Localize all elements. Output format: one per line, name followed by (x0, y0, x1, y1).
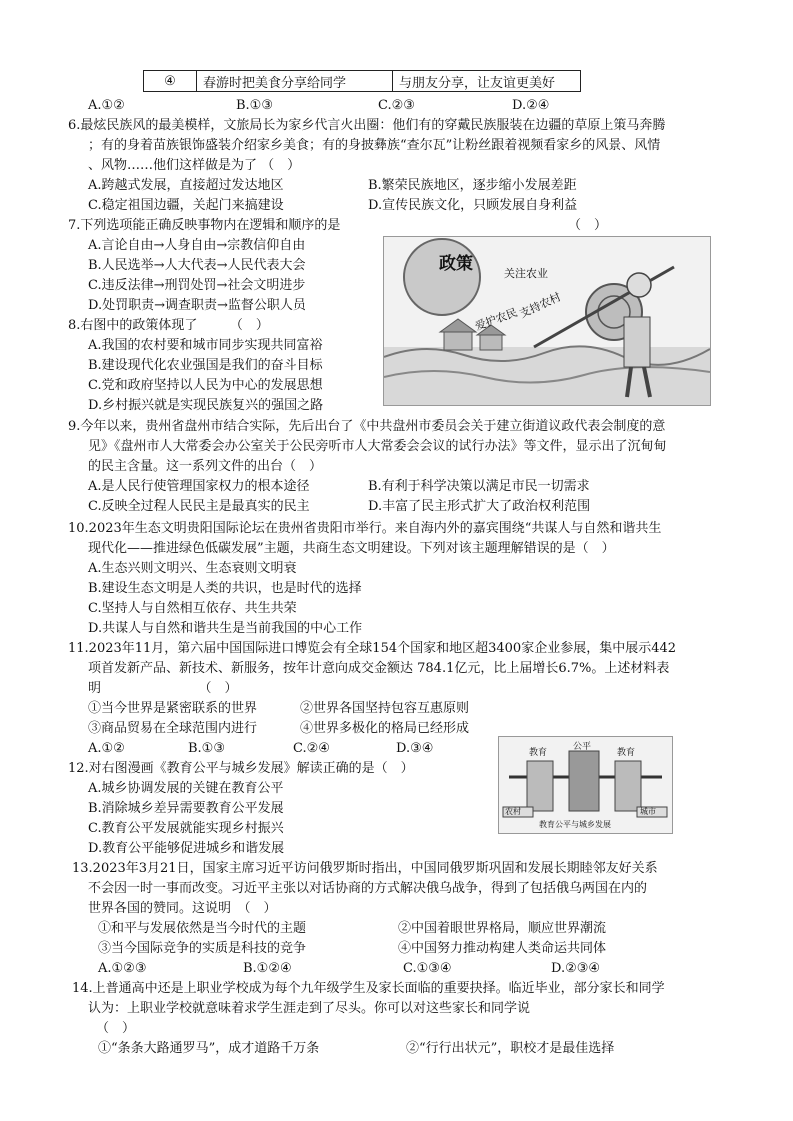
table-cell-action: 春游时把美食分享给同学 (197, 71, 393, 92)
option: D.③④ (396, 741, 434, 756)
option: B.①③ (236, 98, 273, 113)
q14-stem: 14.上普通高中还是上职业学校成为每个九年级学生及家长面临的重要抉择。临近毕业，部分家长和同学 (72, 981, 665, 996)
option: C.反映全过程人民民主是最真实的民主 (88, 499, 310, 514)
q8-stem: 8.右图中的政策体现了 （ ） (68, 318, 269, 333)
option: D.乡村振兴就是实现民族复兴的强国之路 (88, 398, 324, 413)
q6-stem: 、风物……他们这样做是为了 （ ） (88, 158, 301, 173)
q9-stem: 的民主含量。这一系列文件的出台（ ） (88, 459, 323, 474)
option: A.是人民行使管理国家权力的根本途径 (88, 479, 310, 494)
table-cell-reason: 与朋友分享，让友谊更美好 (393, 71, 581, 92)
option: C.坚持人与自然相互依存、共生共荣 (88, 601, 297, 616)
statement: ④世界多极化的格局已经形成 (300, 721, 470, 736)
education-cartoon (498, 736, 673, 834)
option: C.②④ (293, 741, 330, 756)
option: A.城乡协调发展的关键在教育公平 (88, 781, 284, 796)
q11-stem: 项首发新产品、新技术、新服务，按年计意向成交金额达 784.1亿元，比上届增长6.7%。上述材料表 (88, 661, 670, 676)
option: D.宣传民族文化，只顾发展自身利益 (368, 198, 578, 213)
policy-label: 政策 (439, 254, 473, 274)
q11-stem: 明 （ ） (88, 681, 238, 696)
statement: ①和平与发展依然是当今时代的主题 (98, 921, 307, 936)
option: D.教育公平能够促进城乡和谐发展 (88, 841, 285, 856)
answer-table (143, 70, 581, 92)
book-label: 教育 (529, 748, 548, 758)
statement: ②中国着眼世界格局，顺应世界潮流 (398, 921, 607, 936)
q11-stem: 11.2023年11月，第六届中国国际进口博览会有全球154个国家和地区超3400家企业参展，集中展示442 (68, 641, 677, 656)
q9-stem: 见》《盘州市人大常委会办公室关于公民旁听市人大常委会会议的试行办法》等文件，显示出了沉甸甸 (88, 439, 667, 454)
label-rural: 支持农村 (517, 290, 563, 321)
statement: ①“条条大路通罗马”，成才道路千万条 (98, 1041, 320, 1056)
option: A.①②③ (98, 961, 147, 976)
option: A.言论自由→人身自由→宗教信仰自由 (88, 238, 306, 253)
option: B.①③ (188, 741, 225, 756)
statement: ③商品贸易在全球范围内进行 (88, 721, 258, 736)
statement: ④中国努力推动构建人类命运共同体 (398, 941, 607, 956)
option: C.①③④ (403, 961, 452, 976)
book-label: 教育 (617, 748, 636, 758)
option: D.处罚职责→调查职责→监督公职人员 (88, 298, 306, 313)
book-label: 公平 (573, 742, 592, 752)
option: C.党和政府坚持以人民为中心的发展思想 (88, 378, 323, 393)
option: A.跨越式发展，直接超过发达地区 (88, 178, 284, 193)
statement: ②“行行出状元”，职校才是最佳选择 (406, 1041, 615, 1056)
q9-stem: 9.今年以来，贵州省盘州市结合实际，先后出台了《中共盘州市委员会关于建立街道议政代表会制度的意 (68, 419, 666, 434)
option: A.生态兴则文明兴、生态衰则文明衰 (88, 561, 297, 576)
table-cell-num: ④ (144, 71, 197, 92)
option: C.②③ (378, 98, 415, 113)
option: B.建设生态文明是人类的共识，也是时代的选择 (88, 581, 362, 596)
table-row (144, 71, 581, 92)
answer-blank: （ ） (568, 218, 608, 233)
option: B.建设现代化农业强国是我们的奋斗目标 (88, 358, 323, 373)
q10-stem: 现代化——推进绿色低碳发展”主题，共商生态文明建设。下列对该主题理解错误的是（ ） (88, 541, 615, 556)
answer-blank: （ ） (96, 1021, 136, 1036)
q12-stem: 12.对右图漫画《教育公平与城乡发展》解读正确的是（ ） (68, 761, 414, 776)
q7-stem: 7.下列选项能正确反映事物内在逻辑和顺序的是 (68, 218, 341, 233)
q13-stem: 13.2023年3月21日，国家主席习近平访问俄罗斯时指出，中国同俄罗斯巩固和发展长期睦邻友好关系 (72, 861, 658, 876)
statement: ③当今国际竞争的实质是科技的竞争 (98, 941, 307, 956)
option: B.人民选举→人大代表→人民代表大会 (88, 258, 306, 273)
statement: ②世界各国坚持包容互惠原则 (300, 701, 470, 716)
q6-stem: 6.最炫民族风的最美模样，文旅局长为家乡代言火出圈：他们有的穿戴民族服装在边疆的草原上策马奔腾 (68, 118, 666, 133)
option: D.丰富了民主形式扩大了政治权利范围 (368, 499, 591, 514)
option: C.教育公平发展就能实现乡村振兴 (88, 821, 284, 836)
cartoon-caption: 教育公平与城乡发展 (539, 820, 611, 829)
option: D.②③④ (551, 961, 601, 976)
q13-stem: 世界各国的赞同。这说明 （ ） (88, 901, 277, 916)
label-farmers: 爱护农民 (473, 305, 520, 334)
option: B.消除城乡差异需要教育公平发展 (88, 801, 284, 816)
option: A.①② (88, 741, 125, 756)
q10-stem: 10.2023年生态文明贵阳国际论坛在贵州省贵阳市举行。来自海内外的嘉宾围绕“共谋人与自然和谐共生 (68, 521, 662, 536)
option: B.①②④ (243, 961, 292, 976)
label-city: 城市 (640, 807, 656, 816)
option: C.违反法律→刑罚处罚→社会文明进步 (88, 278, 306, 293)
label-rural: 农村 (505, 807, 521, 816)
q6-stem: ；有的身着苗族银饰盛装介绍家乡美食；有的身披彝族“查尔瓦”让粉丝跟着视频看家乡的风景、风情 (88, 138, 661, 153)
label-agriculture: 关注农业 (504, 267, 548, 280)
statement: ①当今世界是紧密联系的世界 (88, 701, 258, 716)
policy-cartoon (383, 236, 711, 406)
option: B.繁荣民族地区，逐步缩小发展差距 (368, 178, 577, 193)
option: B.有利于科学决策以满足市民一切需求 (368, 479, 590, 494)
option: A.①② (88, 98, 125, 113)
option: D.共谋人与自然和谐共生是当前我国的中心工作 (88, 621, 363, 636)
option: C.稳定祖国边疆，关起门来搞建设 (88, 198, 284, 213)
option: D.②④ (512, 98, 550, 113)
cartoon-illustration (384, 237, 710, 405)
option: A.我国的农村要和城市同步实现共同富裕 (88, 338, 323, 353)
q13-stem: 不会因一时一事而改变。习近平主张以对话协商的方式解决俄乌战争，得到了包括俄乌两国在内的 (88, 881, 648, 896)
q14-stem: 认为：上职业学校就意味着求学生涯走到了尽头。你可以对这些家长和同学说 (88, 1001, 531, 1016)
